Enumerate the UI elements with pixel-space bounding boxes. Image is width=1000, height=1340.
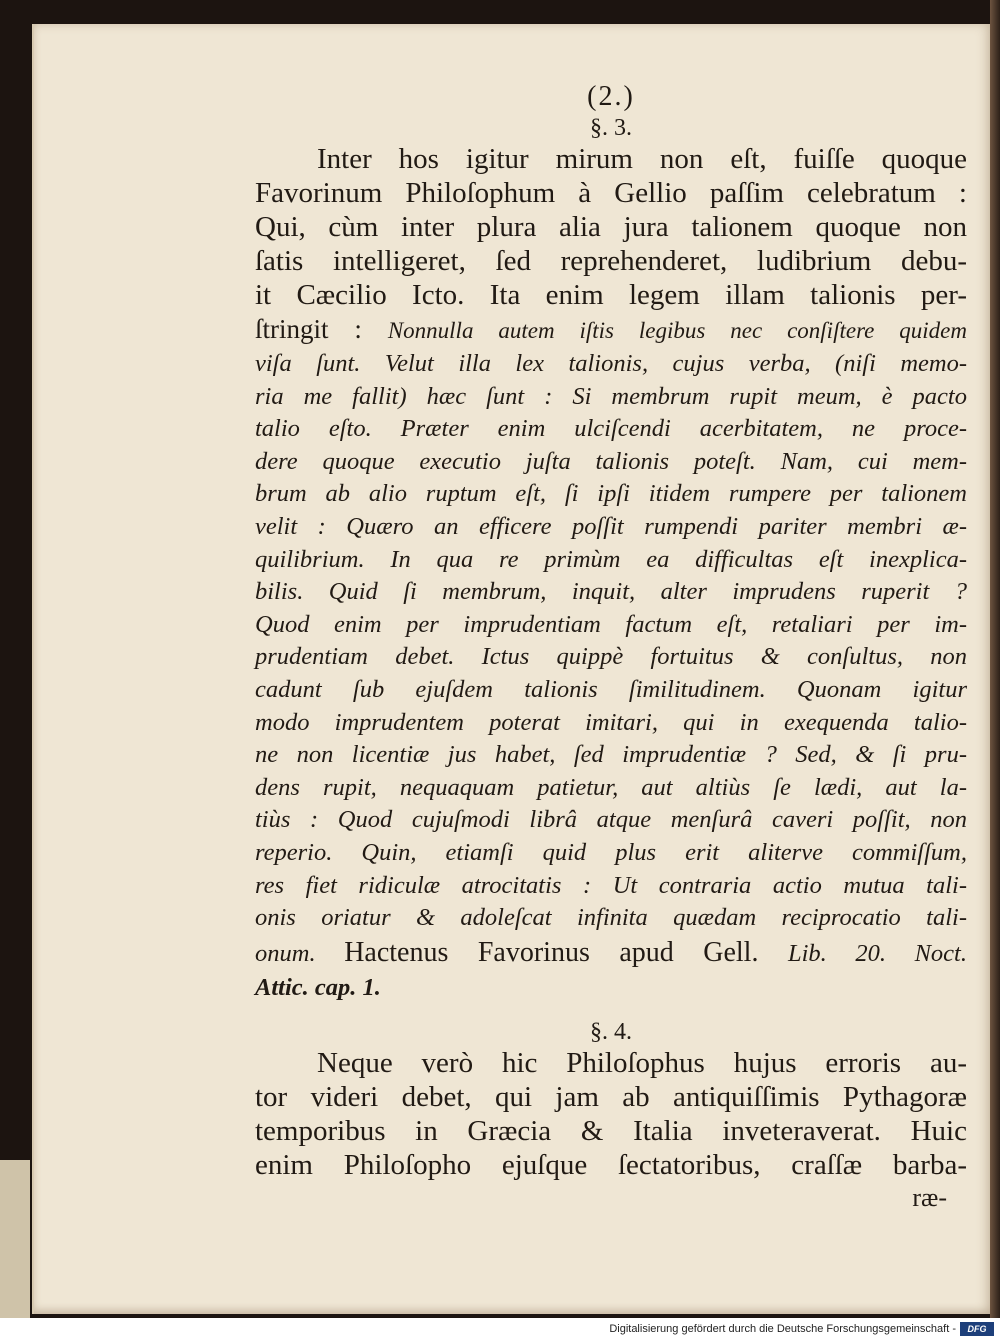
text-run: Hactenus Favorinus apud Gell. xyxy=(344,936,788,968)
text-line: Neque verò hic Philoſophus hujus erroris au- xyxy=(317,1047,967,1080)
quotation-run: onum. xyxy=(255,939,345,967)
quote-line: bilis. Quid ſi membrum, inquit, alter imprudens ruperit ? xyxy=(255,578,967,606)
text-line xyxy=(255,312,967,348)
text-run: ſtringit : xyxy=(255,314,388,344)
text-line: temporibus in Græcia & Italia inveteraverat. Huic xyxy=(255,1115,967,1148)
text-line: Inter hos igitur mirum non eſt, fuiſſe quoque xyxy=(317,143,967,175)
text-line: Favorinum Philoſophum à Gellio paſſim celebratum : xyxy=(255,177,967,209)
quote-end-line xyxy=(255,935,967,972)
citation-line: Attic. cap. 1. xyxy=(255,973,381,1001)
spine-strip xyxy=(0,1160,30,1320)
section-heading-3: §. 3. xyxy=(590,115,632,141)
quote-line: Quod enim per imprudentiam factum eſt, retaliari per im- xyxy=(255,610,967,638)
quote-line: tiùs : Quod cujuſmodi librâ atque menſurâ caveri poſſit, non xyxy=(255,806,967,834)
page-number: (2.) xyxy=(587,81,635,112)
text-line: Qui, cùm inter plura alia jura talionem quoque non xyxy=(255,211,967,243)
dfg-logo: DFG xyxy=(960,1322,994,1336)
quote-line: prudentiam debet. Ictus quippè fortuitus & conſultus, non xyxy=(255,643,967,671)
footer-credit: Digitalisierung gefördert durch die Deutsche Forschungsgemeinschaft - xyxy=(609,1323,956,1335)
quote-line: brum ab alio ruptum eſt, ſi ipſi itidem rumpere per talionem xyxy=(255,480,967,508)
text-line: enim Philoſopho ejuſque ſectatoribus, craſſæ barba- xyxy=(255,1149,967,1182)
page-text xyxy=(255,80,967,1214)
quote-line: cadunt ſub ejuſdem talionis ſimilitudinem. Quonam igitur xyxy=(255,675,967,703)
quote-line: modo imprudentem poterat imitari, qui in exequenda talio- xyxy=(255,708,967,736)
text-line: tor videri debet, qui jam ab antiquiſſimis Pythagoræ xyxy=(255,1081,967,1114)
quote-line: viſa ſunt. Velut illa lex talionis, cujus verba, (niſi memo- xyxy=(255,350,967,377)
quote-line: res fiet ridiculæ atrocitatis : Ut contraria actio mutua tali- xyxy=(255,871,967,899)
quote-line: quilibrium. In qua re primùm ea difficultas eſt inexplica- xyxy=(255,545,967,573)
catchword: ræ- xyxy=(912,1183,947,1213)
quote-line: velit : Quæro an efficere poſſit rumpendi pariter membri æ- xyxy=(255,512,967,540)
quote-line: ne non licentiæ jus habet, ſed imprudentiæ ? Sed, & ſi pru- xyxy=(255,741,967,769)
quote-line: onis oriatur & adoleſcat infinita quædam reciprocatio tali- xyxy=(255,904,967,932)
digitization-footer xyxy=(0,1318,1000,1340)
text-line: ſatis intelligeret, ſed reprehenderet, ludibrium debu- xyxy=(255,245,967,277)
quotation-run: Nonnulla autem iſtis legibus nec conſiſtere quidem xyxy=(387,318,967,343)
quote-line: reperio. Quin, etiamſi quid plus erit aliterve commiſſum, xyxy=(255,838,967,866)
section-heading-4: §. 4. xyxy=(590,1019,632,1046)
citation-run: Lib. 20. Noct. xyxy=(787,939,967,967)
quote-line: dens rupit, nequaquam patietur, aut altiùs ſe lædi, aut la- xyxy=(255,773,967,801)
text-line: it Cæcilio Icto. Ita enim legem illam talionis per- xyxy=(255,279,967,311)
page-edge xyxy=(990,0,1000,1318)
quote-line: dere quoque executio juſta talionis poteſt. Nam, cui mem- xyxy=(255,447,967,475)
quote-line: talio eſto. Præter enim ulciſcendi acerbitatem, ne proce- xyxy=(255,415,967,443)
quote-line: ria me fallit) hæc ſunt : Si membrum rupit meum, è pacto xyxy=(255,382,967,410)
